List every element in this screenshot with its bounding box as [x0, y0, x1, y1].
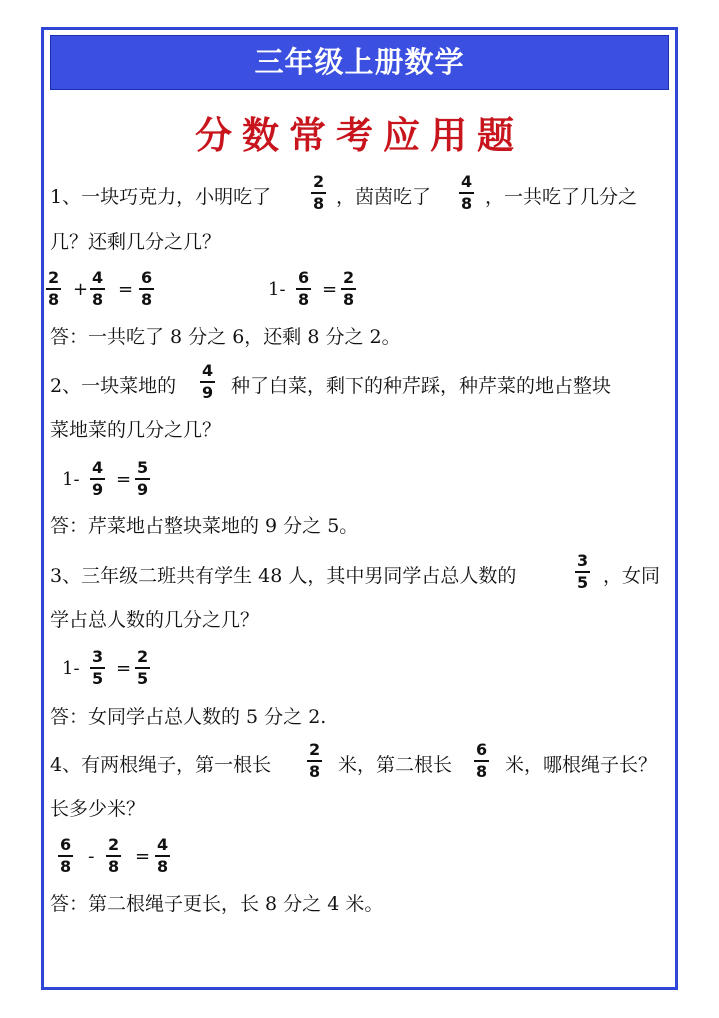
eq1-fraction-b: 4 8	[92, 268, 104, 309]
problem-2-answer: 答：芹菜地占整块菜地的 9 分之 5。	[50, 515, 359, 537]
eq3-fraction-a: 4 9	[92, 458, 104, 499]
problem-1-text-b: ，茵茵吃了	[336, 186, 432, 208]
eq5-fraction-result: 4 8	[157, 835, 169, 876]
eq4-fraction-result: 2 5	[137, 647, 149, 688]
problem-2-fraction-1: 4 9	[202, 361, 214, 402]
problem-1-fraction-1: 2 8	[313, 172, 325, 213]
problem-4-text-c: 米，哪根绳子长？	[505, 754, 658, 776]
problem-2-text-a: 2、一块菜地的	[50, 375, 177, 397]
problem-4-text-line2: 长多少米？	[50, 798, 146, 820]
problem-3-answer: 答：女同学占总人数的 5 分之 2.	[50, 706, 327, 728]
eq5-equals: =	[135, 846, 151, 867]
problem-3-text-line2: 学占总人数的几分之几？	[50, 609, 260, 631]
problem-3-text-a: 3、三年级二班共有学生 48 人，其中男同学占总人数的	[50, 565, 517, 587]
eq1-equals: =	[118, 279, 134, 300]
eq1-fraction-result: 6 8	[141, 268, 153, 309]
problem-4-answer: 答：第二根绳子更长，长 8 分之 4 米。	[50, 893, 384, 915]
eq3-equals: =	[116, 469, 132, 490]
problem-4-text-a: 4、有两根绳子，第一根长	[50, 754, 272, 776]
eq3-prefix: 1-	[62, 469, 80, 490]
problem-2-text-b: 种了白菜，剩下的种芹踩，种芹菜的地占整块	[231, 375, 612, 397]
problem-1-text-line2: 几？还剩几分之几？	[50, 231, 222, 253]
problem-4-text-b: 米，第二根长	[338, 754, 453, 776]
problem-1-answer: 答：一共吃了 8 分之 6，还剩 8 分之 2。	[50, 326, 401, 348]
problem-4-fraction-2: 6 8	[476, 740, 488, 781]
page-subtitle: 分数常考应用题	[195, 113, 524, 157]
eq4-prefix: 1-	[62, 658, 80, 679]
eq2-equals: =	[322, 279, 338, 300]
eq5-operator: -	[88, 846, 95, 867]
eq3-fraction-result: 5 9	[137, 458, 149, 499]
page-title: 三年级上册数学	[50, 35, 669, 90]
problem-4-fraction-1: 2 8	[309, 740, 321, 781]
problem-2-text-line2: 菜地菜的几分之几？	[50, 419, 222, 441]
eq1-operator: +	[73, 279, 89, 300]
problem-1-text-c: ，一共吃了几分之	[485, 186, 638, 208]
eq2-prefix: 1-	[268, 279, 286, 300]
eq4-equals: =	[116, 658, 132, 679]
problem-3-fraction-1: 3 5	[577, 551, 589, 592]
eq2-fraction-result: 2 8	[343, 268, 355, 309]
eq4-fraction-a: 3 5	[92, 647, 104, 688]
problem-1-fraction-2: 4 8	[461, 172, 473, 213]
problem-1-text-a: 1、一块巧克力，小明吃了	[50, 186, 272, 208]
eq2-fraction-a: 6 8	[298, 268, 310, 309]
problem-3-text-b: ，女同	[603, 565, 661, 587]
eq5-fraction-a: 6 8	[60, 835, 72, 876]
eq5-fraction-b: 2 8	[108, 835, 120, 876]
eq1-fraction-a: 2 8	[48, 268, 60, 309]
